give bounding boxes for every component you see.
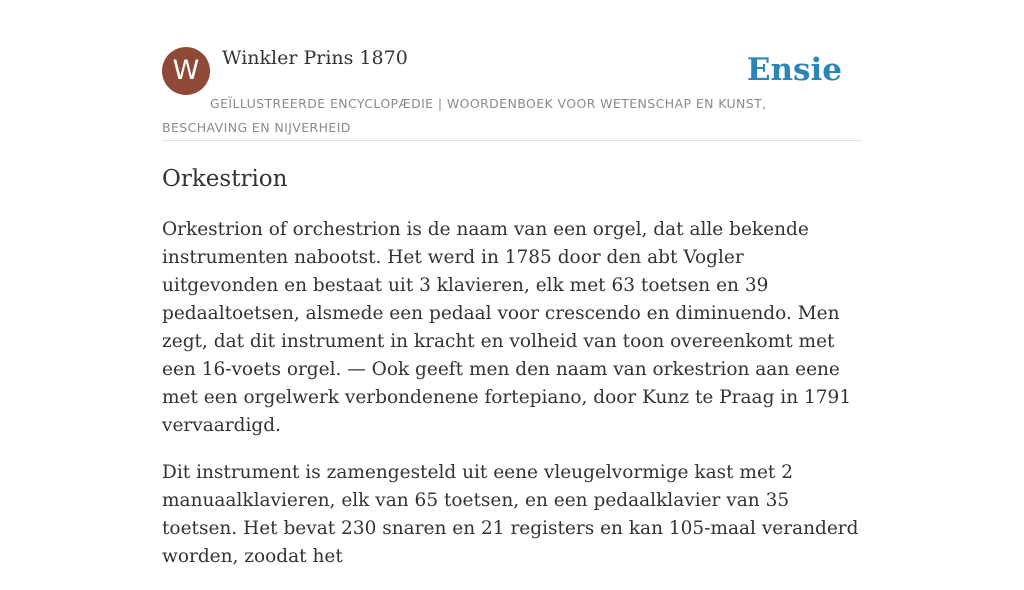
ensie-logo-link[interactable]: Ensie	[746, 52, 842, 88]
article-body	[162, 216, 862, 590]
article-paragraph: Dit instrument is zamengesteld uit eene vleugelvormige kast met 2 manuaalklavieren, elk van 65 toetsen, en een pedaalklavier van 35 toetsen. Het bevat 230 snaren en 21 registers en kan 105-maal veranderd worden, zoodat het	[162, 462, 859, 567]
article-paragraph: Orkestrion of orchestrion is de naam van een orgel, dat alle bekende instrumenten nabootst. Het werd in 1785 door den abt Vogler uitgevonden en bestaat uit 3 klavieren, elk met 63 toetsen en 39 pedaaltoetsen, alsmede een pedaal voor crescendo en diminuendo. Men zegt, dat dit instrument in kracht en volheid van toon overeenkomt met een 16-voets orgel. — Ook geeft men den naam van orkestrion aan eene met een orgelwerk verbondenene fortepiano, door Kunz te Praag in 1791 vervaardigd.	[162, 219, 852, 436]
source-title[interactable]: Winkler Prins 1870	[222, 47, 408, 69]
source-header	[162, 46, 862, 141]
source-avatar: W	[162, 47, 210, 95]
article-title: Orkestrion	[162, 166, 288, 192]
source-subtitle: GEÏLLUSTREERDE ENCYCLOPÆDIE | WOORDENBOEK VOOR WETENSCHAP EN KUNST, BESCHAVING EN NIJVERHEID	[162, 96, 767, 135]
